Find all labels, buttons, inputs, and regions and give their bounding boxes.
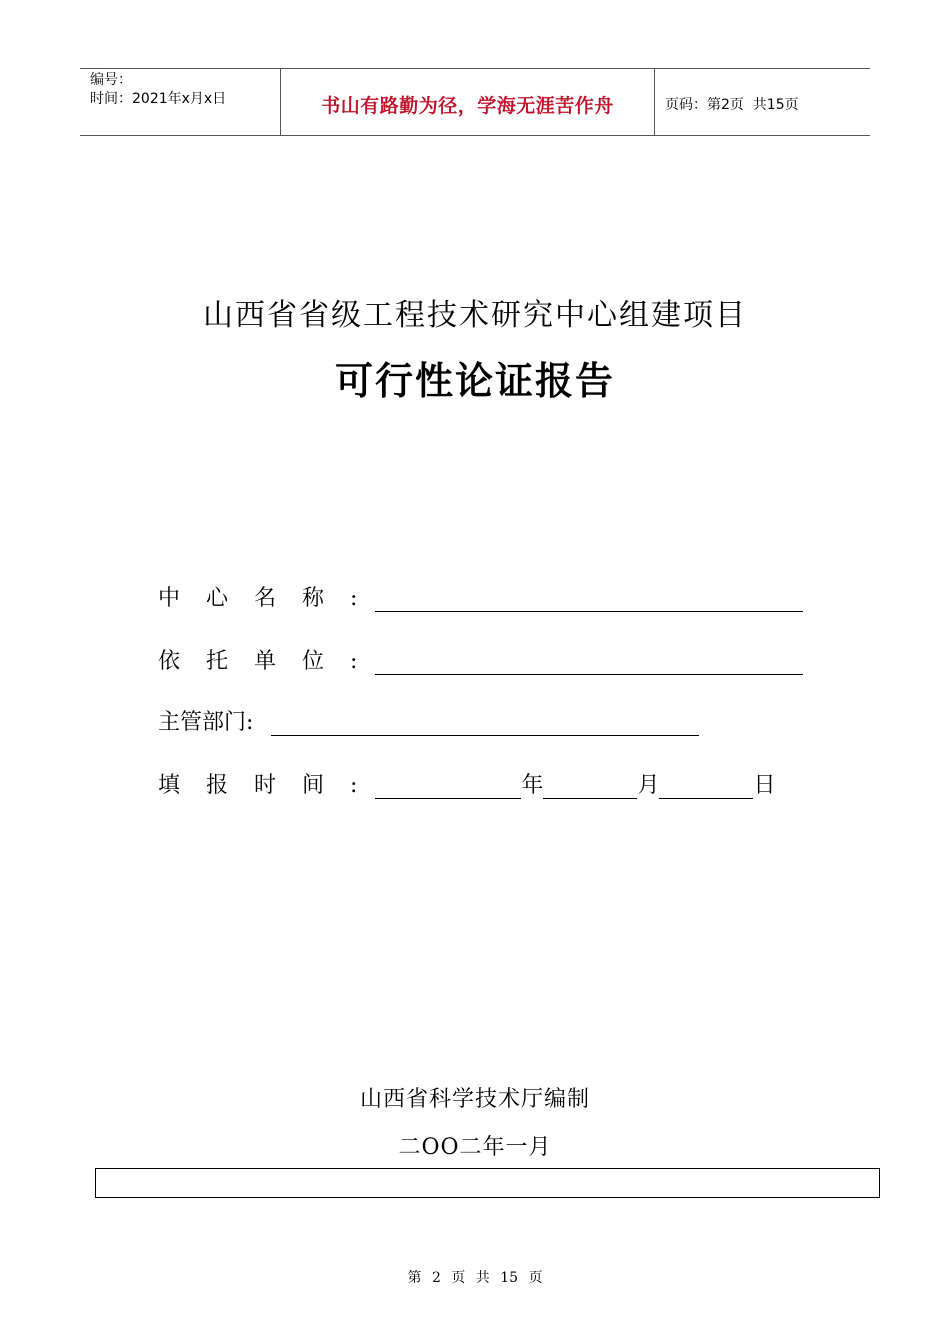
host-unit-field[interactable] bbox=[158, 645, 803, 675]
dept-underline[interactable] bbox=[271, 709, 699, 736]
page-info: 页码：第2页 共15页 bbox=[665, 97, 799, 113]
day-underline[interactable] bbox=[659, 772, 753, 799]
year-underline[interactable] bbox=[375, 772, 521, 799]
fill-time-label: 填报时间: bbox=[158, 773, 384, 798]
month-label: 月 bbox=[637, 773, 660, 798]
page-info-cell bbox=[655, 69, 870, 135]
title-report: 可行性论证报告 bbox=[334, 359, 615, 403]
title-project: 山西省省级工程技术研究中心组建项目 bbox=[203, 298, 747, 333]
dept-label: 主管部门: bbox=[158, 710, 254, 735]
header-table bbox=[80, 68, 870, 136]
day-label: 日 bbox=[753, 773, 776, 798]
fill-time-field[interactable] bbox=[158, 769, 775, 799]
dept-field[interactable] bbox=[158, 706, 699, 736]
month-underline[interactable] bbox=[543, 772, 637, 799]
issuing-org: 山西省科学技术厅编制 bbox=[359, 1087, 590, 1112]
empty-box bbox=[95, 1168, 880, 1198]
issue-date: 二OO二年一月 bbox=[398, 1135, 552, 1160]
motto: 书山有路勤为径，学海无涯苦作舟 bbox=[281, 69, 655, 135]
year-label: 年 bbox=[521, 773, 544, 798]
center-name-underline[interactable] bbox=[375, 585, 803, 612]
header-meta-cell bbox=[80, 69, 281, 135]
center-name-field[interactable] bbox=[158, 582, 803, 612]
host-unit-label: 依托单位: bbox=[158, 649, 384, 674]
center-name-label: 中心名称: bbox=[158, 586, 384, 611]
time-label: 时间：2021年x月x日 bbox=[90, 91, 227, 107]
host-unit-underline[interactable] bbox=[375, 648, 803, 675]
page-number-footer: 第 2 页 共 15 页 bbox=[407, 1270, 543, 1286]
number-label: 编号： bbox=[90, 72, 132, 88]
